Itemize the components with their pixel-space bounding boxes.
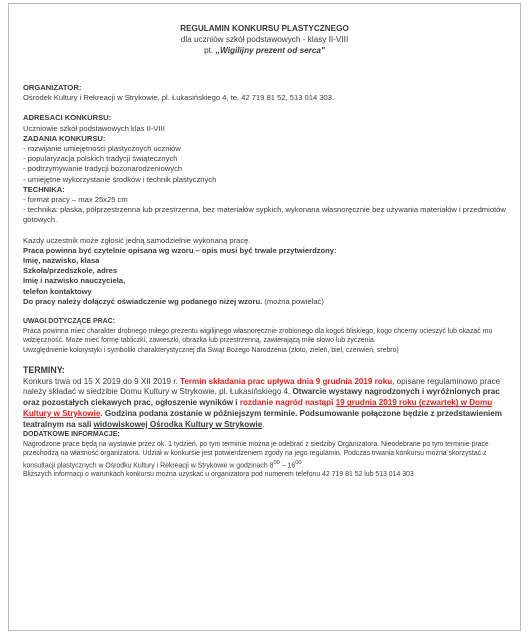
adresaci-heading: ADRESACI KONKURSU: xyxy=(23,113,112,123)
technika-section xyxy=(23,185,506,226)
zadania-section xyxy=(23,134,506,185)
opis-note: (można powielać) xyxy=(262,296,324,306)
terminy-awards-date: 19 grudnia 2019 roku (czwartek) w Domu Kultury w Strykowie xyxy=(23,398,493,418)
terminy-opening: Otwarcie wystawy nagrodzonych i wyróżnionych prac oraz pozostałych ciekawych prac, ogłoszenie wyników i xyxy=(23,387,500,408)
zadania-heading: ZADANIA KONKURSU: xyxy=(23,133,106,143)
technika-item: - format pracy – max 25x25 cm xyxy=(23,195,128,205)
uwagi-heading: UWAGI DOTYCZĄCE PRAC: xyxy=(23,318,115,326)
zadania-item: - rozwijanie umiejętności plastycznych uczniów xyxy=(23,144,181,154)
organizator-heading: ORGANIZATOR: xyxy=(23,83,82,92)
terminy-awards-end: . xyxy=(100,408,103,418)
opis-section xyxy=(23,236,506,307)
document-header xyxy=(23,23,506,56)
dodatkowe-body: – 16 xyxy=(279,461,296,469)
theme-prefix: pt. xyxy=(204,46,216,55)
dodatkowe-heading: DODATKOWE INFORMACJE: xyxy=(23,431,120,439)
terminy-end: . xyxy=(262,419,265,429)
terminy-text xyxy=(23,377,506,431)
opis-intro: Każdy uczestnik może zgłosić jedną samodzielnie wykonaną pracę. xyxy=(23,235,251,245)
zadania-item: - podtrzymywanie tradycji bożonarodzeniowych xyxy=(23,164,183,174)
document-subtitle: dla uczniów szkół podstawowych - klasy II-VIII xyxy=(180,35,349,44)
terminy-hall: widowiskowej Ośrodka Kultury w Strykowie xyxy=(93,419,263,429)
dodatkowe-body: Nagrodzone prace będą na wystawie przez ok. 1 tydzień, po tym terminie można je odebrać z siedziby Organizatora. Nieodebrane po tym terminie prace przechodzą na własność organizatora. Udział w konkursie jest potwierdzeniem zgody na jego regulamin. Podczas trwania konkursu można skorzystać z konsultacji plastycznych w Ośrodku Kultury i Rekreacji w Strykowie w godzinach 8 xyxy=(23,440,489,469)
technika-heading: TECHNIKA: xyxy=(23,184,65,194)
terminy-hour-note: Godzina podana zostanie w późniejszym terminie. Podsumowanie połączone będzie z przedstawieniem teatralnym na sali xyxy=(23,408,502,429)
terminy-location: , opisane regulaminowo prace należy składać w siedzibie Domu Kultury w Strykowie, pl. Łukasińskiego 4. xyxy=(23,376,501,397)
dodatkowe-body: . xyxy=(301,461,304,469)
opis-declaration: Do pracy należy dołączyć oświadczenie wg podanego niżej wzoru. xyxy=(23,296,263,306)
regulation-page xyxy=(8,3,521,631)
uwagi-text: Uwzględnienie kolorystyki i symboliki charakterystycznej dla Świąt Bożego Narodzenia (złoto, zieleń, biel, czerwień, srebro) xyxy=(23,346,399,354)
document-title: REGULAMIN KONKURSU PLASTYCZNEGO xyxy=(180,24,349,33)
dodatkowe-section xyxy=(23,430,506,479)
zadania-item: - umiejętne wykorzystanie środków i technik plastycznych xyxy=(23,174,217,184)
zadania-item: - popularyzacja polskich tradycji świątecznych xyxy=(23,154,178,164)
adresaci-text: Uczniowie szkół podstawowych klas II-VIII xyxy=(23,123,165,133)
technika-item: - technika: płaska, półprzestrzenna lub przestrzenna, bez materiałów sypkich, wykonana własnoręcznie bez używania materiałów i przedmiotów gotowych. xyxy=(23,205,506,225)
opis-line: Imię, nazwisko, klasa xyxy=(23,256,100,266)
adresaci-section xyxy=(23,113,506,133)
organizator-text: Ośrodek Kultury i Rekreacji w Strykowie, pl. Łukasińskiego 4, te. 42 719 81 52, 513 014 303. xyxy=(23,93,335,103)
uwagi-text: Praca powinna mieć charakter drobnego miłego prezentu wigilijnego własnoręcznie zrobionego dla kogoś bliskiego, kogo chcemy ucieszyć lub okazać mu wdzięczność. Może mieć formę tabliczki, zawieszki, obrazka lub przestrzenną, zawierającą miłe słowo lub życzenia. xyxy=(23,328,493,345)
dodatkowe-text xyxy=(23,440,506,471)
hour-sup: 00 xyxy=(295,459,302,466)
uwagi-section xyxy=(23,317,506,355)
opis-line: Szkoła/przedszkole, adres xyxy=(23,266,118,276)
theme-title: ,,Wigilijny prezent od serca" xyxy=(215,46,325,55)
terminy-section xyxy=(23,365,506,430)
organizator-section xyxy=(23,83,506,103)
terminy-deadline: Termin składania prac upływa dnia 9 grudnia 2019 roku xyxy=(180,376,393,386)
terminy-period: Konkurs trwa od 15 X 2019 do 9 XII 2019 r. xyxy=(23,376,181,386)
opis-line: Praca powinna być czytelnie opisana wg wzoru – opis musi być trwale przytwierdzony: xyxy=(23,245,337,255)
opis-line: Imię i nazwisko nauczyciela, xyxy=(23,276,126,286)
hour-sup: 00 xyxy=(273,459,280,466)
opis-last-line xyxy=(23,297,506,307)
terminy-awards: rozdanie nagród nastąpi xyxy=(239,398,336,408)
terminy-heading: TERMINY: xyxy=(23,365,65,376)
dodatkowe-contact: Bliższych informacji o warunkach konkursu można uzyskać u organizatora pod numerem telefonu 42 719 81 52 lub 513 014 303 xyxy=(23,471,414,479)
opis-line: telefon kontaktowy xyxy=(23,286,92,296)
document-theme xyxy=(23,45,506,56)
